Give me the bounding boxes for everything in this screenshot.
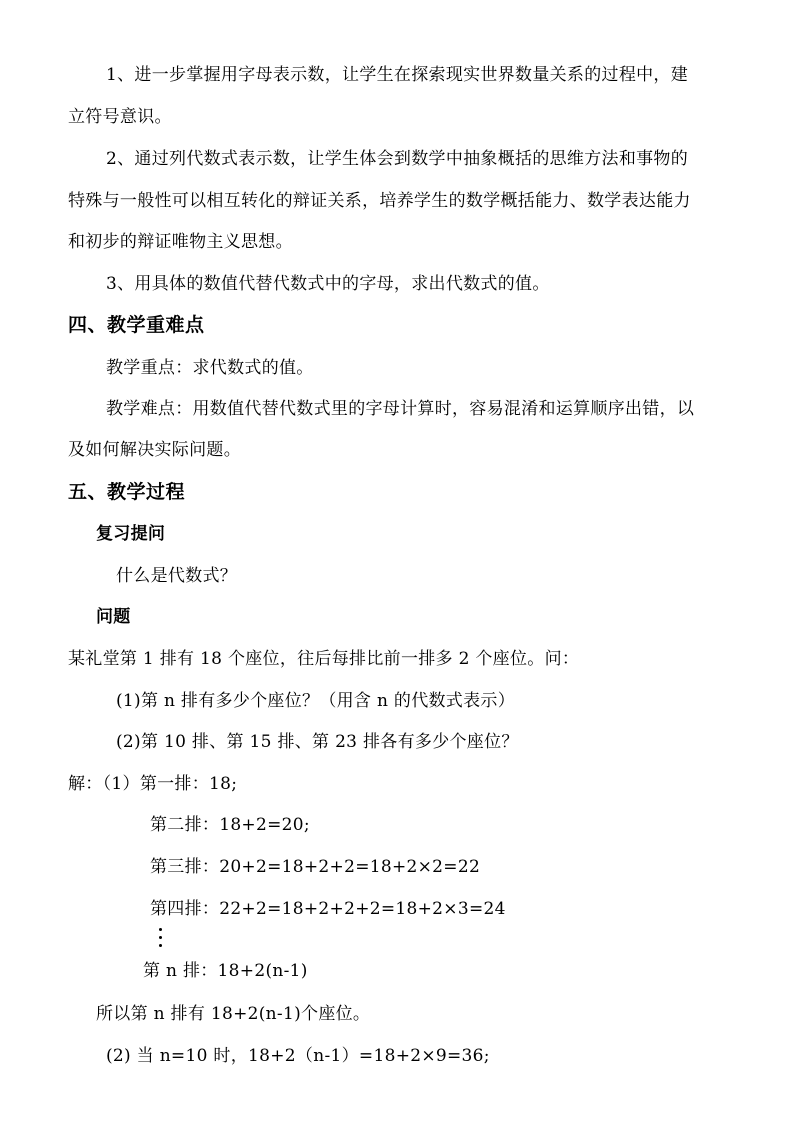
difficulty-line-2: 及如何解决实际问题。: [68, 440, 241, 460]
solution-row-1: 解：（1）第一排：18;: [68, 774, 238, 794]
question-2: (2)第 10 排、第 15 排、第 23 排各有多少个座位？: [116, 732, 519, 752]
vertical-ellipsis-icon: [158, 928, 164, 952]
difficulty-line-1: 教学难点：用数值代替代数式里的字母计算时，容易混淆和运算顺序出错，以: [106, 399, 695, 419]
objective-2-line-2: 特殊与一般性可以相互转化的辩证关系，培养学生的数学概括能力、数学表达能力: [68, 191, 691, 211]
solution-conclusion: 所以第 n 排有 18+2(n-1)个座位。: [96, 1004, 371, 1024]
review-question: 什么是代数式？: [116, 566, 238, 586]
objective-3: 3、用具体的数值代替代数式中的字母，求出代数式的值。: [106, 274, 550, 294]
objective-2-line-3: 和初步的辩证唯物主义思想。: [68, 232, 293, 252]
question-1: (1)第 n 排有多少个座位？（用含 n 的代数式表示）: [116, 691, 515, 711]
solution-row-2: 第二排：18+2=20;: [150, 815, 310, 835]
objective-1-line-2: 立符号意识。: [68, 107, 172, 127]
section-5-heading: 五、教学过程: [68, 481, 186, 503]
section-4-heading: 四、教学重难点: [68, 314, 205, 336]
solution-row-n: 第 n 排：18+2(n-1): [143, 961, 308, 981]
objective-2-line-1: 2、通过列代数式表示数，让学生体会到数学中抽象概括的思维方法和事物的: [106, 149, 689, 169]
solution-row-4: 第四排：22+2=18+2+2+2=18+2×3=24: [150, 899, 506, 919]
problem-text: 某礼堂第 1 排有 18 个座位，往后每排比前一排多 2 个座位。问：: [68, 649, 580, 669]
objective-1-line-1: 1、进一步掌握用字母表示数，让学生在探索现实世界数量关系的过程中，建: [106, 65, 689, 85]
solution-row-3: 第三排：20+2=18+2+2=18+2×2=22: [150, 857, 481, 877]
review-title: 复习提问: [96, 524, 166, 544]
solution-part-2: (2) 当 n=10 时，18+2（n-1）=18+2×9=36;: [106, 1046, 490, 1066]
problem-title: 问题: [96, 607, 131, 627]
key-point: 教学重点：求代数式的值。: [106, 358, 314, 378]
